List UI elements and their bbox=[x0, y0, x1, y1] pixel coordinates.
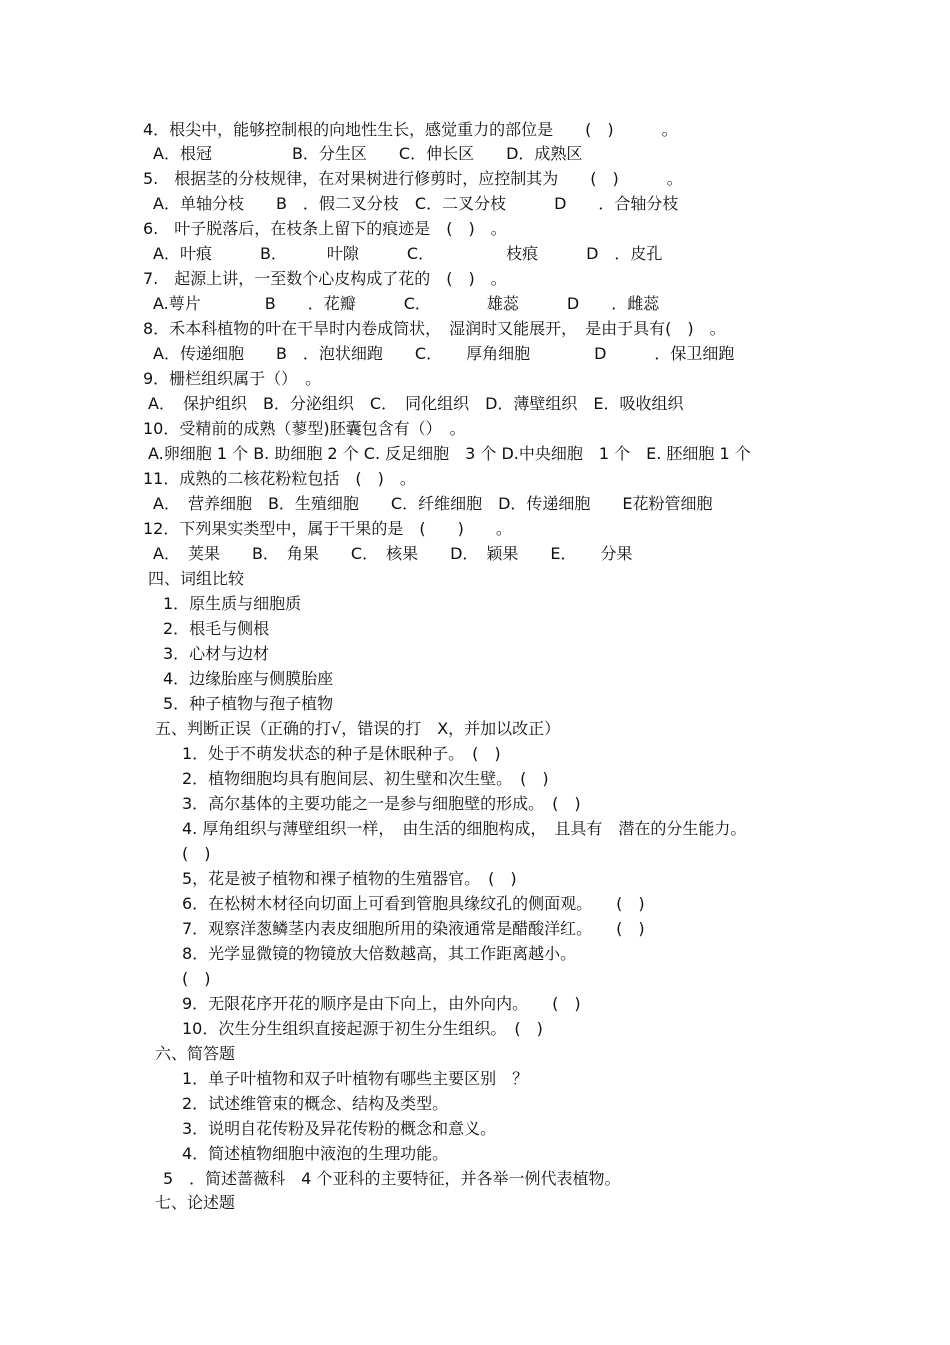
question-6-options: A．叶痕 B． 叶隙 C． 枝痕 D ．皮孔 bbox=[153, 244, 663, 263]
question-5: 5. 根据茎的分枝规律，在对果树进行修剪时，应控制其为 ( ) 。 bbox=[143, 169, 683, 188]
judge-item-5: 5，花是被子植物和裸子植物的生殖器官。 ( ) bbox=[182, 869, 517, 888]
question-12-options: A． 荚果 B． 角果 C． 核果 D． 颖果 E． 分果 bbox=[153, 544, 633, 563]
compare-item-3: 3．心材与边材 bbox=[163, 644, 270, 663]
short-answer-5: 5 ．简述蔷薇科 4 个亚科的主要特征，并各举一例代表植物。 bbox=[163, 1169, 621, 1188]
compare-item-1: 1．原生质与细胞质 bbox=[163, 594, 302, 613]
question-4: 4．根尖中，能够控制根的向地性生长，感觉重力的部位是 ( ) 。 bbox=[143, 120, 678, 139]
compare-item-2: 2．根毛与侧根 bbox=[163, 619, 270, 638]
judge-item-4: 4. 厚角组织与薄壁组织一样， 由生活的细胞构成， 且具有 潜在的分生能力。 bbox=[182, 819, 747, 838]
section-6-heading: 六、简答题 bbox=[155, 1044, 236, 1063]
judge-item-3: 3．高尔基体的主要功能之一是参与细胞壁的形成。 ( ) bbox=[182, 794, 581, 813]
question-9: 9．栅栏组织属于（） 。 bbox=[143, 369, 322, 388]
question-7-options: A.萼片 B ．花瓣 C． 雄蕊 D ．雌蕊 bbox=[153, 294, 660, 313]
question-12: 12．下列果实类型中，属于干果的是 ( ) 。 bbox=[143, 519, 512, 538]
question-10: 10．受精前的成熟（蓼型)胚囊包含有（） 。 bbox=[143, 419, 466, 438]
compare-item-5: 5．种子植物与孢子植物 bbox=[163, 694, 334, 713]
section-5-heading: 五、判断正误（正确的打√，错误的打 X，并加以改正） bbox=[155, 719, 561, 738]
question-10-options: A.卵细胞 1 个 B. 助细胞 2 个 C. 反足细胞 3 个 D.中央细胞 1 个 E. 胚细胞 1 个 bbox=[148, 444, 751, 463]
judge-item-8-bracket: ( ) bbox=[182, 969, 211, 988]
question-5-options: A．单轴分枝 B ．假二叉分枝 C．二叉分枝 D ．合轴分枝 bbox=[153, 194, 679, 213]
question-7: 7. 起源上讲，一至数个心皮构成了花的 ( ) 。 bbox=[143, 269, 507, 288]
judge-item-9: 9．无限花序开花的顺序是由下向上，由外向内。 ( ) bbox=[182, 994, 581, 1013]
question-11-options: A． 营养细胞 B．生殖细胞 C．纤维细胞 D．传递细胞 E花粉管细胞 bbox=[153, 494, 713, 513]
section-7-heading: 七、论述题 bbox=[155, 1193, 236, 1212]
judge-item-6: 6．在松树木材径向切面上可看到管胞具缘纹孔的侧面观。 ( ) bbox=[182, 894, 645, 913]
judge-item-8: 8．光学显微镜的物镜放大倍数越高，其工作距离越小。 bbox=[182, 944, 577, 963]
question-6: 6. 叶子脱落后，在枝条上留下的痕迹是 ( ) 。 bbox=[143, 219, 507, 238]
judge-item-1: 1．处于不萌发状态的种子是休眠种子。 ( ) bbox=[182, 744, 501, 763]
judge-item-10: 10．次生分生组织直接起源于初生分生组织。 ( ) bbox=[182, 1019, 543, 1038]
judge-item-2: 2．植物细胞均具有胞间层、初生壁和次生壁。 ( ) bbox=[182, 769, 549, 788]
short-answer-1: 1．单子叶植物和双子叶植物有哪些主要区别 ？ bbox=[182, 1069, 529, 1088]
question-9-options: A． 保护组织 B．分泌组织 C． 同化组织 D．薄壁组织 E．吸收组织 bbox=[148, 394, 684, 413]
short-answer-2: 2．试述维管束的概念、结构及类型。 bbox=[182, 1094, 449, 1113]
judge-item-4-bracket: ( ) bbox=[182, 844, 211, 863]
compare-item-4: 4．边缘胎座与侧膜胎座 bbox=[163, 669, 334, 688]
question-4-options: A．根冠 B．分生区 C．伸长区 D．成熟区 bbox=[153, 144, 583, 163]
section-4-heading: 四、词组比较 bbox=[148, 569, 245, 588]
question-8-options: A．传递细胞 B ．泡状细跑 C． 厚角细胞 D ．保卫细跑 bbox=[153, 344, 735, 363]
question-11: 11．成熟的二核花粉粒包括 ( ) 。 bbox=[143, 469, 416, 488]
short-answer-4: 4．简述植物细胞中液泡的生理功能。 bbox=[182, 1144, 449, 1163]
question-8: 8．禾本科植物的叶在干旱时内卷成筒状， 湿润时又能展开， 是由于具有( ) 。 bbox=[143, 319, 726, 338]
judge-item-7: 7．观察洋葱鳞茎内表皮细胞所用的染液通常是醋酸洋红。 ( ) bbox=[182, 919, 645, 938]
short-answer-3: 3．说明自花传粉及异花传粉的概念和意义。 bbox=[182, 1119, 497, 1138]
